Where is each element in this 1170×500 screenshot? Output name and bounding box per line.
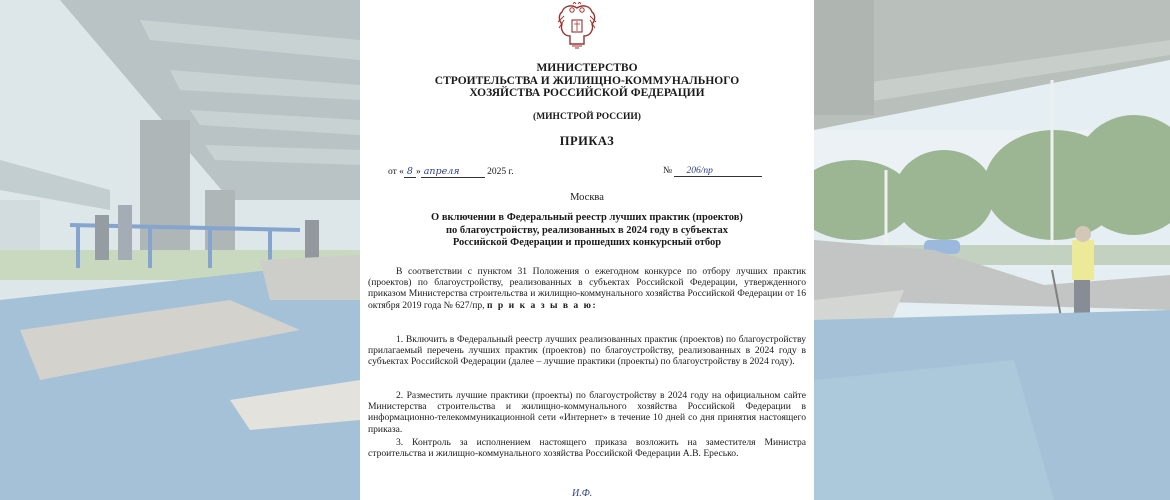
date-prefix: от « — [388, 167, 404, 177]
coat-of-arms-emblem — [556, 2, 598, 52]
ministry-name — [360, 62, 814, 100]
ministry-line: СТРОИТЕЛЬСТВА И ЖИЛИЩНО-КОММУНАЛЬНОГО — [434, 74, 740, 87]
item-1-text: 1. Включить в Федеральный реестр лучших реализованных практик (проектов) по благоустройству прилагаемый перечень лучших практик (проектов) по благоустройству, реализованных в 2024 году в субъектах Российской Федерации (далее – лучшие практики (проекты) по благоустройству в 2024 году). — [368, 334, 806, 368]
ministry-abbreviation: (МИНСТРОЙ РОССИИ) — [533, 112, 641, 122]
order-title: ПРИКАЗ — [559, 134, 615, 148]
intro-text: В соответствии с пунктом 31 Положения о ежегодном конкурсе по отбору лучших практик (проектов) по благоустройству, реализованных в субъектах Российской Федерации, утвержденного приказом Министерства строительства и жилищно-коммунального хозяйства Российской Федерации от 16 октября 2019 года № 627/пр, — [368, 266, 806, 311]
date-day: 8 — [404, 166, 416, 178]
left-background-photo — [0, 0, 360, 500]
decree-word: п р и к а з ы в а ю: — [486, 299, 598, 311]
number-value: 206/пр — [674, 166, 762, 177]
signature: И.Ф. — [572, 488, 593, 499]
order-subject — [360, 212, 814, 250]
date-mid: » — [415, 167, 421, 177]
right-background-photo — [814, 0, 1170, 500]
number-prefix: № — [663, 166, 673, 176]
subject-line: О включении в Федеральный реестр лучших практик (проектов) — [431, 212, 743, 223]
item-3-text: 3. Контроль за исполнением настоящего приказа возложить на заместителя Министра строительства и жилищно-коммунального хозяйства Российской Федерации А.В. Ересько. — [368, 437, 806, 460]
date-year: 2025 г. — [487, 167, 514, 177]
order-item-2 — [368, 390, 806, 435]
subject-line: по благоустройству, реализованных в 2024 году в субъектах — [445, 224, 729, 236]
date-month: апреля — [421, 166, 485, 178]
item-2-text: 2. Разместить лучшие практики (проекты) по благоустройству в 2024 году на официальном сайте Министерства строительства и жилищно-коммунального хозяйства Российской Федерации в информационно-телекоммуникационной сети «Интернет» в течение 10 дней со дня принятия настоящего приказа. — [368, 390, 806, 435]
intro-paragraph — [368, 266, 806, 311]
subject-line: Российской Федерации и прошедших конкурсный отбор — [452, 237, 722, 248]
order-item-3 — [368, 437, 806, 459]
order-number — [663, 166, 762, 177]
ministry-line: МИНИСТЕРСТВО — [536, 62, 638, 74]
order-date — [388, 166, 514, 178]
order-document — [360, 0, 814, 500]
city: Москва — [570, 192, 604, 203]
ministry-line: ХОЗЯЙСТВА РОССИЙСКОЙ ФЕДЕРАЦИИ — [469, 87, 705, 99]
order-item-1 — [368, 334, 806, 368]
